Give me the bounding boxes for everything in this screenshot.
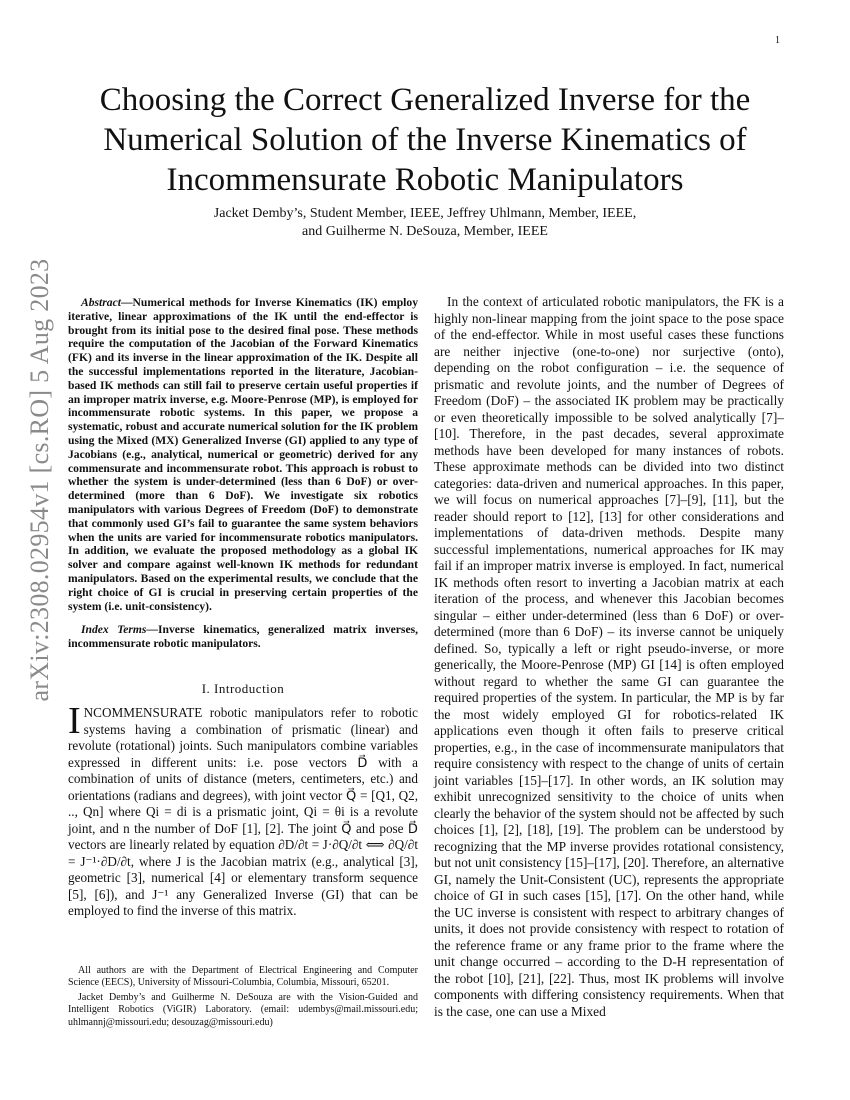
authors-line-1: Jacket Demby’s, Student Member, IEEE, Jeffrey Uhlmann, Member, IEEE,	[213, 206, 637, 221]
page-number: 1	[775, 35, 780, 46]
paper-title: Choosing the Correct Generalized Inverse for the Numerical Solution of the Inverse Kinematics of Incommensurate Robotic Manipulators	[99, 82, 751, 198]
index-terms	[68, 623, 418, 651]
intro-text: NCOMMENSURATE robotic manipulators refer to robotic systems having a combination of prismatic (linear) and revolute (rotational) joints. Such manipulators combine variables expressed in different units: i.e. pose vectors D⃗ with a combination of units of distance (meters, centimeters, etc.) and orientations (radians and degrees), with joint vector Q⃗ = [Q1, Q2, .., Qn] where Qi = di is a prismatic joint, Qi = θi is a revolute joint, and n the number of DoF [1], [2]. The joint Q⃗ and pose D⃗ vectors are linearly related by equation ∂D/∂t = J·∂Q/∂t ⟺ ∂Q/∂t = J⁻¹·∂D/∂t, where J is the Jacobian matrix (e.g., analytical [3], geometric [3], numerical [4] or elementary transform sequence [5], [6]), and J⁻¹ any Generalized Inverse (GI) that can be employed to find the inverse of this matrix.	[68, 705, 418, 919]
right-column-paragraph: In the context of articulated robotic manipulators, the FK is a highly non-linear mapping from the joint space to the pose space of the end-effector. While in most useful cases these functions are neither injective (one-to-one) nor surjective (onto), depending on the robot configuration – i.e. the sequence of prismatic and revolute joints, and the number of Degrees of Freedom (DoF) – the associated IK problem may be practically or even theoretically impossible to be solved analytically [7]–[10]. Therefore, in the past decades, several approximate methods have been developed for many instances of robots. These approximate methods can be divided into two distinct categories: data-driven and numerical approaches. In this paper, we will focus on numerical approaches [7]–[9], [11], but the reader should report to [12], [13] for other considerations and implementations of data-driven methods. Despite many successful implementations, numerical approaches for IK may fail if an improper matrix inverse is employed. In fact, numerical IK methods often resort to inverting a Jacobian matrix at each iteration of the process, and whenever this Jacobian becomes singular – either under-determined (less than 6 DoF) or over-determined (more than 6 DoF) – its inverse cannot be uniquely defined. So, typically a left or right pseudo-inverse, or more generically, the Moore-Penrose (MP) GI [14] is often employed without regard to whether the same GI can guarantee the required properties of the system. In particular, the MP is by far the most widely employed GI for robotics-related IK applications even though it often fails to preserve critical properties, e.g., in the case of incommensurate manipulators that require consistency with respect to the change of units of certain joint variables [15]–[17]. In other words, an IK solution may exhibit unrecognized sensitivity to the choice of units when clearly the behavior of the system should not be affected by such choices [1], [2], [18], [19]. The problem can be understood by recognizing that the MP inverse provides rotational consistency, but not unit consistency [15]–[17], [20]. Therefore, an alternative GI, namely the Unit-Consistent (UC), represents the appropriate choice of GI in such cases [15], [17]. On the other hand, while the UC inverse is consistent with respect to arbitrary changes of units, it does not provide consistency with respect to rotation of the reference frame or any frame prior to the frame where the unit change occurred – according to the D-H representation of the robot [10], [21], [22]. Thus, most IK problems will involve components with differing consistency requirements. When that is the case, one can use a Mixed	[434, 294, 784, 1019]
arxiv-stamp-text: arXiv:2308.02954v1 [cs.RO] 5 Aug 2023	[25, 258, 54, 702]
authors-line-2: and Guilherme N. DeSouza, Member, IEEE	[302, 224, 548, 239]
footnote-contact: Jacket Demby’s and Guilherme N. DeSouza are with the Vision-Guided and Intelligent Robotics (ViGIR) Laboratory. (email: udembys@mail.missouri.edu; uhlmannj@missouri.edu; desouzag@missouri.edu)	[68, 991, 418, 1028]
intro-paragraph	[68, 700, 418, 920]
abstract-text: —Numerical methods for Inverse Kinematics (IK) employ iterative, linear approximations of the IK until the end-effector is brought from its initial pose to the desired final pose. These methods require the computation of the Jacobian of the Forward Kinematics (FK) and its inverse in the linear approximation of the IK. Despite all the successful implementations reported in the literature, Jacobian-based IK methods can still fail to preserve certain useful properties if an improper matrix inverse, e.g. Moore-Penrose (MP), is employed for incommensurate robotic systems. In this paper, we propose a systematic, robust and accurate numerical solution for the IK problem using the Mixed (MX) Generalized Inverse (GI) applied to any type of Jacobians (e.g., analytical, numerical or geometric) derived for any commensurate and incommensurate robot. This approach is robust to whether the system is under-determined (less than 6 DoF) or over-determined (more than 6 DoF). We investigate six robotics manipulators with various Degrees of Freedom (DoF) to demonstrate that commonly used GI’s fail to guarantee the same system behaviors when the units are varied for incommensurate robotics manipulators. In addition, we evaluate the proposed methodology as a global IK solver and compare against well-known IK methods for redundant manipulators. Based on the experimental results, we conclude that the right choice of GI is crucial in preserving certain properties of the system (i.e. unit-consistency).	[68, 296, 418, 613]
abstract	[68, 296, 418, 613]
abstract-label: Abstract	[81, 296, 121, 309]
author-list	[60, 205, 790, 241]
index-terms-label: Index Terms	[81, 623, 147, 637]
right-column	[434, 294, 784, 1020]
section-heading: I. Introduction	[201, 680, 285, 696]
footnotes	[68, 965, 418, 1031]
footnote-affiliation: All authors are with the Department of Electrical Engineering and Computer Science (EECS), University of Missouri-Columbia, Columbia, Missouri, 65201.	[68, 965, 418, 989]
arxiv-stamp	[18, 258, 62, 702]
index-terms-text: —Inverse kinematics, generalized matrix inverses, incommensurate robotic manipulators.	[68, 623, 418, 651]
left-column	[68, 296, 418, 920]
drop-cap: I	[68, 700, 81, 743]
